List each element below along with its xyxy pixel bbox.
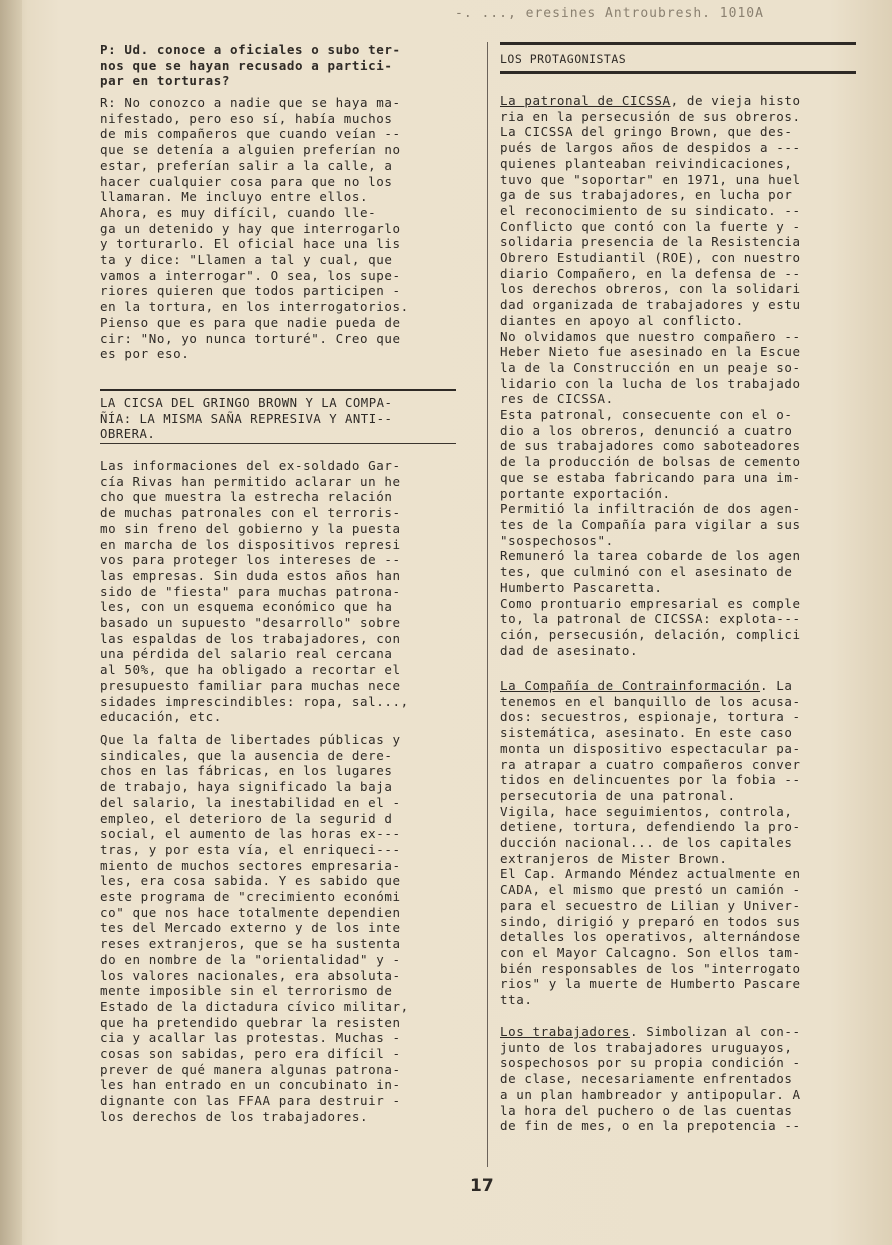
section-rule-bottom bbox=[100, 443, 456, 444]
protagonists-rule-bottom bbox=[500, 71, 856, 74]
interview-question: P: Ud. conoce a oficiales o subo ter- nos que se hayan recusado a partici- par en torturas? bbox=[100, 42, 401, 89]
interview-answer: R: No conozco a nadie que se haya ma- nifestado, pero eso sí, había muchos de mis compañeros que cuando veían -- que se detenía a alguien preferían no estar, preferían salir a la calle, a hacer cualquier cosa para que no los llamaran. Me incluyo entre ellos. Ahora, es muy difícil, cuando lle- ga un detenido y hay que interrogarlo y torturarlo. El oficial hace una lis ta y dice: "Llamen a tal y cual, que vamos a interrogar". O sea, los supe- riores quieren que todos participen - en la tortura, en los interrogatorios. Pienso que es para que nadie pueda de cir: "No, yo nunca torturé". Creo que es por eso. bbox=[100, 95, 409, 362]
text-trabajadores: . Simbolizan al con-- junto de los trabajadores uruguayos, sospechosos por su propia condición - de clase, necesariamente enfrentados a un plan hambreador y antipopular. A la hora del puchero o de las cuentas de fin de mes, o en la prepotencia -- bbox=[500, 1024, 801, 1134]
lead-patronal: La patronal de CICSSA bbox=[500, 93, 671, 108]
text-patronal: , de vieja histo ria en la persecusión de sus obreros. La CICSSA del gringo Brown, que des- pués de largos años de despidos a --- quienes planteaban reivindicaciones, tuvo que "soportar" en 1971, una huel ga de sus trabajadores, en lucha por el reconocimiento de su sindicato. -- Conflicto que contó con la fuerte y - solidaria presencia de la Resistencia Obrero Estudiantil (ROE), con nuestro diario Compañero, en la defensa de -- los derechos obreros, con la solidari dad organizada de trabajadores y estu diantes en apoyo al conflicto. No olvidamos que nuestro compañero -- Heber Nieto fue asesinado en la Escue la de la Construcción en un peaje so- lidario con la lucha de los trabajado res de CICSSA. Esta patronal, consecuente con el o- dio a los obreros, denunció a cuatro de sus trabajadores como saboteadores de la producción de bolsas de cemento que se estaba fabricando para una im- portante exportación. Permitió la infiltración de dos agen- tes de la Compañía para vigilar a sus "sospechosos". Remuneró la tarea cobarde de los agen tes, que culminó con el asesinato de Humberto Pascaretta. Como prontuario empresarial es comple to, la patronal de CICSSA: explota--- ción, persecusión, delación, complici dad de asesinato. bbox=[500, 93, 801, 658]
section-title-cicsa: LA CICSA DEL GRINGO BROWN Y LA COMPA- ÑÍA: LA MISMA SAÑA REPRESIVA Y ANTI-- OBRERA. bbox=[100, 396, 393, 442]
paragraph-patronal bbox=[500, 93, 858, 658]
paragraph-trabajadores bbox=[500, 1024, 858, 1134]
lead-compania: La Compañía de Contrainformación bbox=[500, 678, 761, 693]
body-paragraph-1: Las informaciones del ex-soldado Gar- cía Rivas han permitido aclarar un he cho que muestra la estrecha relación de muchas patronales con el terroris- mo sin freno del gobierno y la puesta en marcha de los dispositivos represi vos para proteger los intereses de -- las empresas. Sin duda estos años han sido de "fiesta" para muchas patrona- les, con un esquema económico que ha basado un supuesto "desarrollo" sobre las espaldas de los trabajadores, con una pérdida del salario real cercana al 50%, que ha obligado a recortar el presupuesto familiar para muchas nece sidades imprescindibles: ropa, sal..., educación, etc. bbox=[100, 458, 409, 725]
body-paragraph-2: Que la falta de libertades públicas y sindicales, que la ausencia de dere- chos en las fábricas, en los lugares de trabajo, haya significado la baja del salario, la inestabilidad en el - empleo, el deterioro de la segurid d social, el aumento de las horas ex--- tras, y por esta vía, el enriqueci--- miento de muchos sectores empresaria- les, era cosa sabida. Y es sabido que este programa de "crecimiento económi co" que nos hace totalmente dependien tes del Mercado externo y de los inte reses extranjeros, que se ha sustenta do en nombre de la "orientalidad" y - los valores nacionales, era absoluta- mente imposible sin el terrorismo de Estado de la dictadura cívico militar, que ha pretendido quebrar la resisten cia y acallar las protestas. Muchas - cosas son sabidas, pero era difícil - prever de qué manera algunas patrona- les han entrado en un concubinato in- dignante con las FFAA para destruir - los derechos de los trabajadores. bbox=[100, 732, 409, 1124]
page-spine-shadow bbox=[0, 0, 22, 1245]
lead-trabajadores: Los trabajadores bbox=[500, 1024, 631, 1039]
text-compania: . La tenemos en el banquillo de los acusa- dos: secuestros, espionaje, tortura - sistemática, asesinato. En este caso monta un dispositivo espectacular pa- ra atrapar a cuatro compañeros conver tidos en delincuentes por la fobia -- persecutoria de una patronal. Vigila, hace seguimientos, controla, detiene, tortura, defendiendo la pro- ducción nacional... de los capitales extranjeros de Mister Brown. El Cap. Armando Méndez actualmente en CADA, el mismo que prestó un camión - para el secuestro de Lilian y Univer- sindo, dirigió y preparó en todos sus detalles los operativos, alternándose con el Mayor Calcagno. Son ellos tam- bién responsables de los "interrogato rios" y la muerte de Humberto Pascare tta. bbox=[500, 678, 801, 1008]
paragraph-compania bbox=[500, 678, 858, 1008]
section-rule-top bbox=[100, 389, 456, 391]
running-header: -. ..., eresines Antroubresh. 1010A bbox=[455, 6, 764, 21]
page-number: 17 bbox=[470, 1176, 494, 1196]
column-divider bbox=[487, 42, 488, 1167]
section-title-protagonistas: LOS PROTAGONISTAS bbox=[500, 52, 627, 66]
protagonists-rule-top bbox=[500, 42, 856, 45]
